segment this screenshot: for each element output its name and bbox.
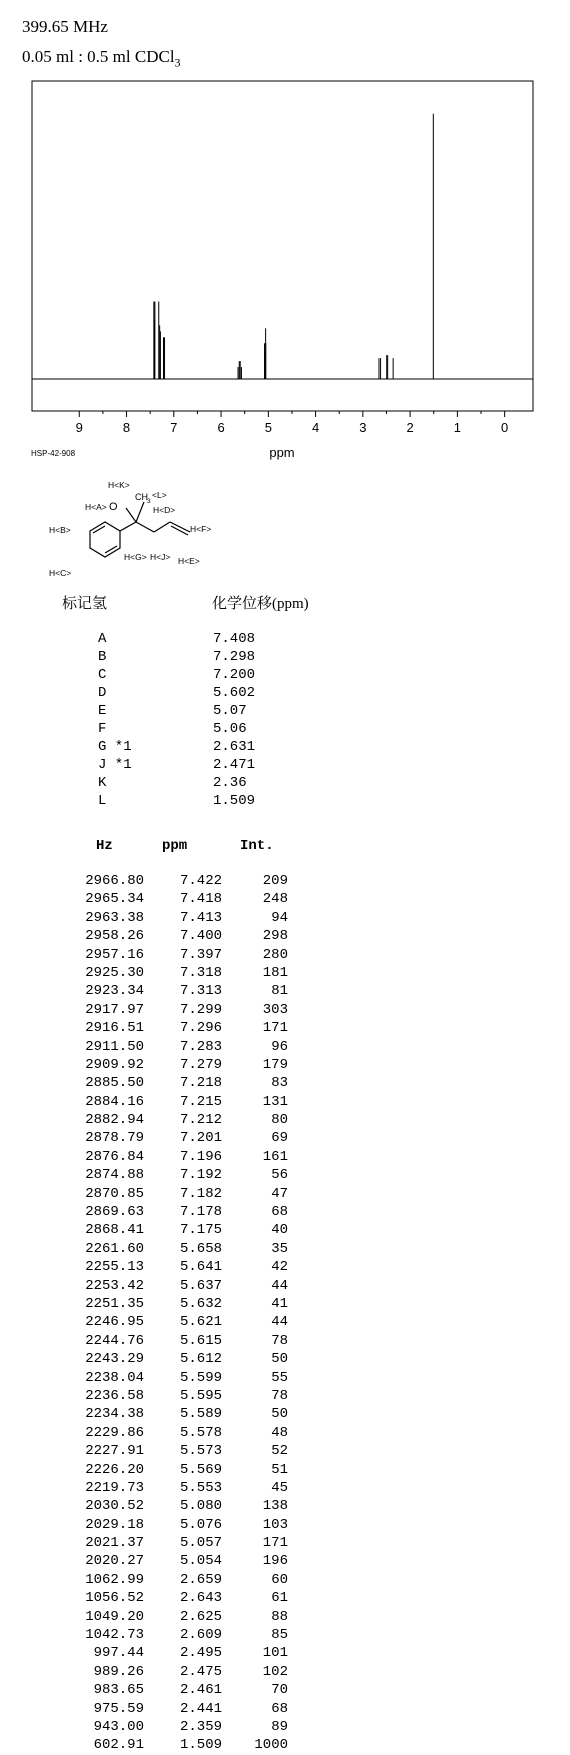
peak-ppm: 7.400 bbox=[179, 928, 222, 945]
peak-hz: 2925.30 bbox=[85, 964, 144, 981]
shift-label: A bbox=[98, 631, 107, 647]
peak-int: 209 bbox=[262, 873, 288, 889]
x-tick-label: 5 bbox=[264, 420, 272, 435]
peak-row bbox=[60, 1681, 288, 1699]
peak-hz: 2261.60 bbox=[85, 1240, 144, 1257]
shift-label: D bbox=[98, 685, 107, 701]
peak-hz: 2253.42 bbox=[85, 1277, 144, 1294]
shift-label: F bbox=[98, 721, 107, 737]
peak-hz: 2884.16 bbox=[85, 1093, 144, 1110]
shift-label: G *1 bbox=[98, 739, 132, 755]
x-tick-label: 4 bbox=[311, 420, 320, 435]
x-axis-label: ppm bbox=[269, 445, 295, 460]
peak-int: 50 bbox=[271, 1351, 288, 1368]
peak-row bbox=[60, 1074, 288, 1092]
peak-int: 171 bbox=[262, 1535, 288, 1552]
peak-ppm: 7.178 bbox=[179, 1204, 222, 1221]
peak-ppm: 7.212 bbox=[179, 1112, 222, 1129]
peak-int: 40 bbox=[271, 1222, 288, 1239]
shift-label: C bbox=[98, 667, 107, 683]
peak-ppm: 7.175 bbox=[179, 1222, 222, 1239]
peak-hz: 2916.51 bbox=[85, 1020, 144, 1037]
peak-ppm: 5.658 bbox=[179, 1240, 222, 1257]
peak-row bbox=[60, 1148, 288, 1166]
peak-int: 303 bbox=[262, 1001, 288, 1018]
shift-table bbox=[98, 630, 255, 810]
peak-ppm: 2.461 bbox=[179, 1682, 222, 1699]
peak-int: 56 bbox=[271, 1167, 288, 1184]
label-hk: H<K> bbox=[108, 480, 130, 490]
peak-row bbox=[60, 1240, 288, 1258]
shift-value: 5.602 bbox=[213, 685, 256, 701]
peak-int: 60 bbox=[271, 1571, 288, 1588]
ring-inner-bond bbox=[93, 526, 105, 533]
peak-hz: 2243.29 bbox=[85, 1351, 144, 1368]
peak-ppm: 7.196 bbox=[179, 1148, 222, 1165]
peak-header-hz: Hz bbox=[96, 838, 113, 854]
peak-hz: 2251.35 bbox=[85, 1295, 144, 1312]
peak-hz: 2911.50 bbox=[85, 1038, 144, 1055]
c-ch2-bond bbox=[136, 522, 154, 532]
peak-ppm: 7.296 bbox=[179, 1020, 222, 1037]
peak-row bbox=[60, 1019, 288, 1037]
x-tick-label: 7 bbox=[170, 420, 178, 435]
peak-ppm: 7.413 bbox=[179, 909, 222, 926]
peak-ppm: 7.201 bbox=[179, 1130, 222, 1147]
peak-hz: 2882.94 bbox=[85, 1112, 144, 1129]
peak-hz: 2234.38 bbox=[85, 1406, 144, 1423]
peak-hz: 2219.73 bbox=[85, 1479, 144, 1496]
shift-header-right: 化学位移(ppm) bbox=[212, 596, 309, 612]
peak-hz: 2957.16 bbox=[85, 946, 144, 963]
x-tick-label: 8 bbox=[122, 420, 131, 435]
peak-int: 1000 bbox=[254, 1737, 288, 1754]
shift-value: 5.06 bbox=[213, 721, 247, 737]
peak-hz: 2923.34 bbox=[85, 983, 144, 1000]
peak-ppm: 5.054 bbox=[179, 1553, 222, 1570]
peak-hz: 2958.26 bbox=[85, 928, 144, 945]
peak-row bbox=[60, 1001, 288, 1019]
ring-to-quaternary-bond bbox=[120, 522, 136, 531]
peak-row bbox=[60, 1350, 288, 1368]
peak-row bbox=[60, 1552, 288, 1570]
peak-row bbox=[60, 1185, 288, 1203]
peak-hz: 997.44 bbox=[93, 1645, 144, 1662]
peak-ppm: 2.475 bbox=[179, 1663, 222, 1680]
peak-hz: 989.26 bbox=[93, 1663, 144, 1680]
shift-row bbox=[98, 774, 255, 792]
peak-hz: 2227.91 bbox=[85, 1443, 144, 1460]
peak-hz: 2020.27 bbox=[85, 1553, 144, 1570]
peak-hz: 602.91 bbox=[93, 1737, 144, 1754]
peak-hz: 2021.37 bbox=[85, 1535, 144, 1552]
peak-int: 83 bbox=[271, 1075, 288, 1092]
peak-int: 171 bbox=[262, 1020, 288, 1037]
label-hc: H<C> bbox=[49, 568, 72, 578]
peak-int: 181 bbox=[262, 964, 288, 981]
peak-ppm: 5.637 bbox=[179, 1277, 222, 1294]
c-ch3-bond bbox=[136, 502, 144, 522]
peak-ppm: 7.299 bbox=[179, 1001, 222, 1018]
ring-inner-bond bbox=[105, 546, 117, 553]
peak-ppm: 7.418 bbox=[179, 891, 222, 908]
peak-hz: 2868.41 bbox=[85, 1222, 144, 1239]
peak-hz: 975.59 bbox=[93, 1700, 144, 1717]
peak-int: 70 bbox=[271, 1682, 288, 1699]
x-tick-label: 0 bbox=[501, 420, 509, 435]
shift-value: 1.509 bbox=[213, 793, 256, 809]
peak-ppm: 7.182 bbox=[179, 1185, 222, 1202]
peak-hz: 2030.52 bbox=[85, 1498, 144, 1515]
benzene-ring bbox=[90, 522, 120, 557]
peak-int: 280 bbox=[262, 946, 288, 963]
peak-ppm: 2.609 bbox=[179, 1627, 222, 1644]
peak-ppm: 2.625 bbox=[179, 1608, 222, 1625]
peak-row bbox=[60, 1626, 288, 1644]
spectrum-lines bbox=[32, 114, 533, 379]
peak-row bbox=[60, 946, 288, 964]
peak-row bbox=[60, 964, 288, 982]
peak-row bbox=[60, 1608, 288, 1626]
peak-row bbox=[60, 1313, 288, 1331]
peak-ppm: 5.632 bbox=[179, 1295, 222, 1312]
x-axis-ticks bbox=[76, 411, 509, 435]
label-ha: H<A> bbox=[85, 502, 107, 512]
peak-hz: 2255.13 bbox=[85, 1259, 144, 1276]
peak-int: 35 bbox=[271, 1240, 288, 1257]
peak-ppm: 7.218 bbox=[179, 1075, 222, 1092]
peak-ppm: 7.313 bbox=[179, 983, 222, 1000]
peak-hz: 2870.85 bbox=[85, 1185, 144, 1202]
shift-label: L bbox=[98, 793, 107, 809]
peak-int: 96 bbox=[271, 1038, 288, 1055]
peak-hz: 2229.86 bbox=[85, 1424, 144, 1441]
peak-row bbox=[60, 1571, 288, 1589]
peak-int: 51 bbox=[271, 1461, 288, 1478]
peak-int: 161 bbox=[262, 1148, 288, 1165]
peak-hz: 2226.20 bbox=[85, 1461, 144, 1478]
sample-subscript: 3 bbox=[174, 55, 181, 70]
peak-row bbox=[60, 1700, 288, 1718]
peak-row bbox=[60, 1424, 288, 1442]
peak-int: 44 bbox=[271, 1277, 288, 1294]
peak-hz: 2965.34 bbox=[85, 891, 144, 908]
peak-hz: 2029.18 bbox=[85, 1516, 144, 1533]
peak-hz: 1049.20 bbox=[85, 1608, 144, 1625]
peak-ppm: 5.599 bbox=[179, 1369, 222, 1386]
peak-hz: 2874.88 bbox=[85, 1167, 144, 1184]
label-hf: H<F> bbox=[190, 524, 212, 534]
peak-int: 69 bbox=[271, 1130, 288, 1147]
peak-int: 103 bbox=[262, 1516, 288, 1533]
peak-int: 78 bbox=[271, 1387, 288, 1404]
peak-row bbox=[60, 872, 288, 890]
peak-int: 68 bbox=[271, 1700, 288, 1717]
peak-ppm: 5.612 bbox=[179, 1351, 222, 1368]
peak-ppm: 7.192 bbox=[179, 1167, 222, 1184]
shift-row bbox=[98, 648, 255, 666]
peak-hz: 2236.58 bbox=[85, 1387, 144, 1404]
peak-int: 196 bbox=[262, 1553, 288, 1570]
sample-text: 0.05 ml : 0.5 ml CDCl bbox=[22, 47, 175, 66]
shift-row bbox=[98, 792, 255, 810]
peak-ppm: 5.569 bbox=[179, 1461, 222, 1478]
peak-hz: 983.65 bbox=[93, 1682, 144, 1699]
peak-int: 179 bbox=[262, 1056, 288, 1073]
ch2-ch-bond bbox=[154, 522, 170, 532]
peak-int: 138 bbox=[262, 1498, 288, 1515]
label-hd: H<D> bbox=[153, 505, 176, 515]
x-tick-label: 2 bbox=[406, 420, 414, 435]
peak-ppm: 5.595 bbox=[179, 1387, 222, 1404]
peak-row bbox=[60, 1129, 288, 1147]
peak-int: 78 bbox=[271, 1332, 288, 1349]
peak-row bbox=[60, 909, 288, 927]
peak-row bbox=[60, 1369, 288, 1387]
peak-ppm: 5.589 bbox=[179, 1406, 222, 1423]
peak-int: 81 bbox=[271, 983, 288, 1000]
label-hj: H<J> bbox=[150, 552, 171, 562]
peak-hz: 1056.52 bbox=[85, 1590, 144, 1607]
peak-row bbox=[60, 1038, 288, 1056]
shift-label: B bbox=[98, 649, 107, 665]
shift-row bbox=[98, 630, 255, 648]
label-ch3-sub: 3 bbox=[147, 498, 151, 505]
peak-ppm: 7.215 bbox=[179, 1093, 222, 1110]
shift-row bbox=[98, 684, 255, 702]
peak-int: 61 bbox=[271, 1590, 288, 1607]
peak-int: 42 bbox=[271, 1259, 288, 1276]
peak-hz: 2876.84 bbox=[85, 1148, 144, 1165]
label-l: <L> bbox=[152, 490, 167, 500]
peak-int: 52 bbox=[271, 1443, 288, 1460]
peak-ppm: 1.509 bbox=[179, 1737, 222, 1754]
peak-hz: 943.00 bbox=[93, 1718, 144, 1735]
peak-row bbox=[60, 1203, 288, 1221]
x-tick-label: 1 bbox=[453, 420, 461, 435]
peak-row bbox=[60, 1258, 288, 1276]
frequency-label: 399.65 MHz bbox=[22, 17, 108, 36]
peak-int: 94 bbox=[271, 909, 288, 926]
peak-table bbox=[60, 872, 288, 1755]
peak-int: 248 bbox=[262, 891, 288, 908]
peak-row bbox=[60, 1332, 288, 1350]
peak-int: 131 bbox=[262, 1093, 288, 1110]
x-tick-label: 9 bbox=[75, 420, 83, 435]
peak-row bbox=[60, 1056, 288, 1074]
peak-int: 47 bbox=[271, 1185, 288, 1202]
plot-frame bbox=[32, 81, 533, 411]
peak-hz: 2917.97 bbox=[85, 1001, 144, 1018]
peak-row bbox=[60, 1461, 288, 1479]
peak-int: 68 bbox=[271, 1204, 288, 1221]
shift-row bbox=[98, 666, 255, 684]
peak-row bbox=[60, 1166, 288, 1184]
peak-ppm: 2.441 bbox=[179, 1700, 222, 1717]
label-hb: H<B> bbox=[49, 525, 71, 535]
peak-header-ppm: ppm bbox=[162, 838, 188, 854]
peak-row bbox=[60, 1111, 288, 1129]
peak-ppm: 5.615 bbox=[179, 1332, 222, 1349]
shift-row bbox=[98, 720, 255, 738]
shift-label: J *1 bbox=[98, 757, 132, 773]
peak-row bbox=[60, 1718, 288, 1736]
peak-row bbox=[60, 1221, 288, 1239]
peak-row bbox=[60, 890, 288, 908]
peak-ppm: 2.643 bbox=[179, 1590, 222, 1607]
peak-ppm: 5.080 bbox=[179, 1498, 222, 1515]
peak-hz: 2878.79 bbox=[85, 1130, 144, 1147]
peak-ppm: 2.659 bbox=[179, 1571, 222, 1588]
x-tick-label: 6 bbox=[217, 420, 225, 435]
peak-int: 41 bbox=[271, 1295, 288, 1312]
peak-row bbox=[60, 1405, 288, 1423]
peak-ppm: 5.578 bbox=[179, 1424, 222, 1441]
peak-ppm: 5.621 bbox=[179, 1314, 222, 1331]
peak-ppm: 5.641 bbox=[179, 1259, 222, 1276]
peak-int: 80 bbox=[271, 1112, 288, 1129]
shift-value: 2.471 bbox=[213, 757, 256, 773]
shift-value: 7.408 bbox=[213, 631, 256, 647]
peak-row bbox=[60, 1442, 288, 1460]
nmr-spectrum-chart bbox=[0, 0, 570, 470]
peak-hz: 2885.50 bbox=[85, 1075, 144, 1092]
peak-int: 48 bbox=[271, 1424, 288, 1441]
peak-int: 88 bbox=[271, 1608, 288, 1625]
peak-ppm: 5.057 bbox=[179, 1535, 222, 1552]
spectrum-code: HSP-42-908 bbox=[31, 449, 76, 458]
peak-hz: 1042.73 bbox=[85, 1627, 144, 1644]
peak-int: 55 bbox=[271, 1369, 288, 1386]
peak-row bbox=[60, 1663, 288, 1681]
peak-int: 50 bbox=[271, 1406, 288, 1423]
peak-hz: 2246.95 bbox=[85, 1314, 144, 1331]
peak-ppm: 5.553 bbox=[179, 1479, 222, 1496]
peak-header-int: Int. bbox=[240, 838, 274, 854]
label-he: H<E> bbox=[178, 556, 200, 566]
peak-hz: 2909.92 bbox=[85, 1056, 144, 1073]
peak-hz: 2244.76 bbox=[85, 1332, 144, 1349]
peak-hz: 2869.63 bbox=[85, 1204, 144, 1221]
peak-hz: 2963.38 bbox=[85, 909, 144, 926]
peak-int: 102 bbox=[262, 1663, 288, 1680]
peak-row bbox=[60, 1534, 288, 1552]
peak-ppm: 7.279 bbox=[179, 1056, 222, 1073]
peak-row bbox=[60, 927, 288, 945]
peak-int: 298 bbox=[262, 928, 288, 945]
peak-row bbox=[60, 1479, 288, 1497]
peak-row bbox=[60, 1589, 288, 1607]
peak-ppm: 7.283 bbox=[179, 1038, 222, 1055]
shift-value: 5.07 bbox=[213, 703, 247, 719]
shift-value: 2.36 bbox=[213, 775, 247, 791]
peak-row bbox=[60, 1295, 288, 1313]
shift-label: E bbox=[98, 703, 107, 719]
peak-row bbox=[60, 982, 288, 1000]
peak-row bbox=[60, 1387, 288, 1405]
shift-row bbox=[98, 702, 255, 720]
label-ch3: CH bbox=[135, 492, 148, 502]
label-o: O bbox=[109, 501, 118, 513]
peak-int: 45 bbox=[271, 1479, 288, 1496]
peak-ppm: 5.076 bbox=[179, 1516, 222, 1533]
peak-row bbox=[60, 1093, 288, 1111]
shift-row bbox=[98, 756, 255, 774]
peak-ppm: 2.359 bbox=[179, 1718, 222, 1735]
peak-int: 85 bbox=[271, 1627, 288, 1644]
label-hg: H<G> bbox=[124, 552, 147, 562]
peak-ppm: 7.318 bbox=[179, 964, 222, 981]
peak-ppm: 2.495 bbox=[179, 1645, 222, 1662]
peak-ppm: 5.573 bbox=[179, 1443, 222, 1460]
peak-hz: 2238.04 bbox=[85, 1369, 144, 1386]
shift-value: 7.200 bbox=[213, 667, 256, 683]
structure-diagram bbox=[40, 476, 260, 586]
peak-int: 89 bbox=[271, 1718, 288, 1735]
peak-int: 101 bbox=[262, 1645, 288, 1662]
shift-row bbox=[98, 738, 255, 756]
shift-value: 7.298 bbox=[213, 649, 256, 665]
peak-ppm: 7.397 bbox=[179, 946, 222, 963]
c-o-bond bbox=[126, 508, 136, 522]
shift-value: 2.631 bbox=[213, 739, 256, 755]
peak-hz: 2966.80 bbox=[85, 873, 144, 889]
peak-hz: 1062.99 bbox=[85, 1571, 144, 1588]
x-tick-label: 3 bbox=[359, 420, 367, 435]
peak-row bbox=[60, 1644, 288, 1662]
peak-row bbox=[60, 1497, 288, 1515]
shift-header-left: 标记氢 bbox=[62, 596, 108, 612]
peak-row bbox=[60, 1277, 288, 1295]
shift-label: K bbox=[98, 775, 107, 791]
peak-row bbox=[60, 1516, 288, 1534]
peak-ppm: 7.422 bbox=[179, 873, 222, 889]
peak-int: 44 bbox=[271, 1314, 288, 1331]
